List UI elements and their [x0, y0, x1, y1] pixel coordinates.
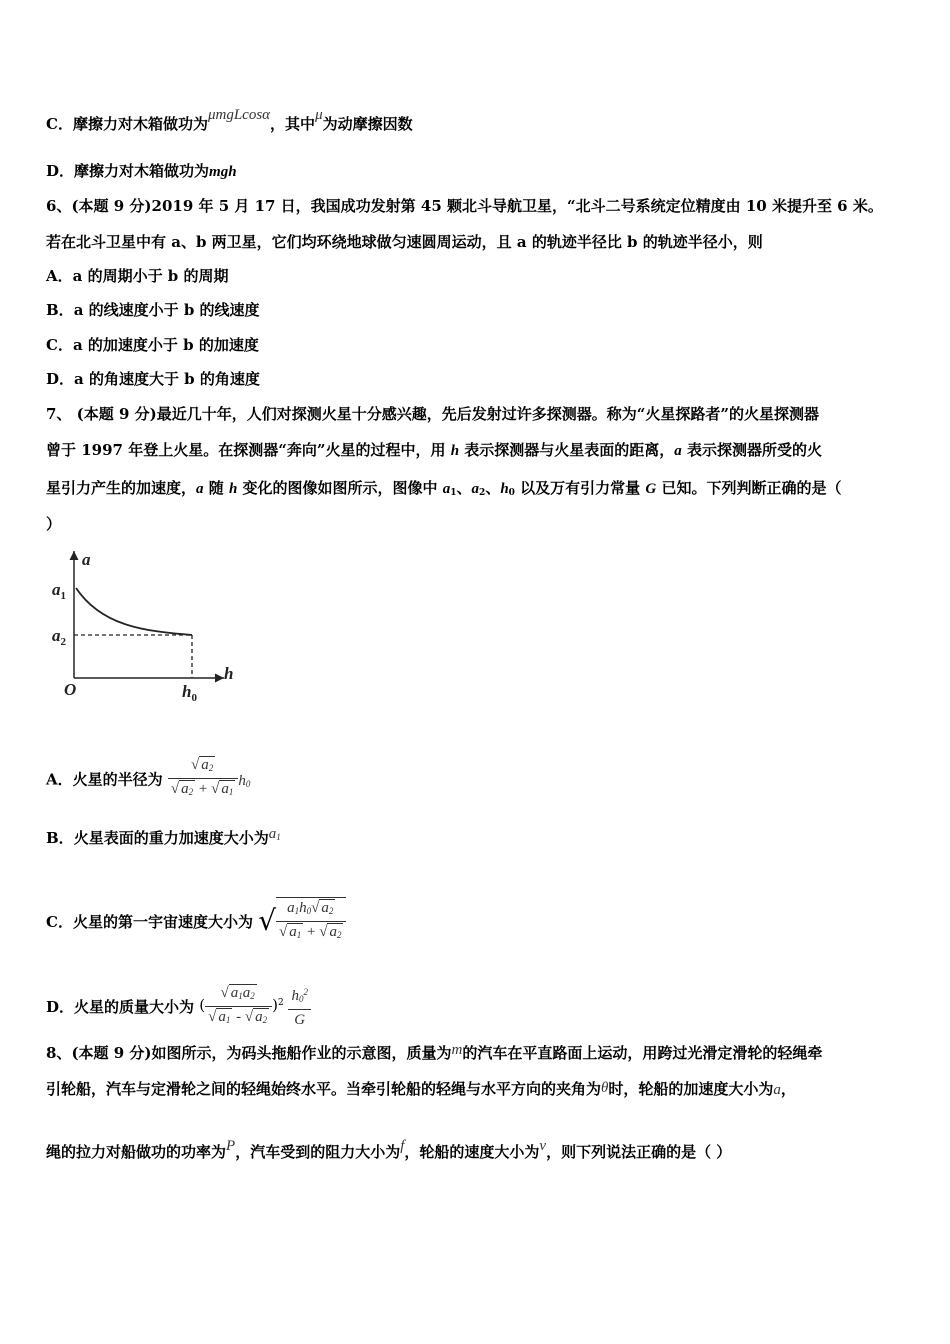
q5-option-d	[46, 161, 237, 182]
option-label: D．	[46, 370, 75, 388]
question-text: 2019 年 5 月 17 日，我国成功发射第 45 颗北斗导航卫星，“北斗二号系统定位精度由 10 米提升至 6 米。	[151, 197, 883, 215]
option-label: B．	[46, 301, 74, 319]
option-label: D．	[46, 162, 75, 180]
q6-option-d	[46, 369, 260, 389]
question-text: 星引力产生的加速度，	[46, 479, 197, 497]
var-theta: θ	[601, 1080, 609, 1096]
question-text: 以及万有引力常量	[514, 479, 646, 497]
option-text: ，其中	[270, 115, 316, 133]
question-text: 的汽车在平直路面上运动，用跨过光滑定滑轮的轻绳牵	[462, 1044, 823, 1062]
question-text: 引轮船，汽车与定滑轮之间的轻绳始终水平。当牵引轮船的轻绳与水平方向的夹角为	[46, 1080, 602, 1098]
option-text: a 的周期小于 b 的周期	[72, 267, 229, 285]
option-text: 火星表面的重力加速度大小为	[73, 829, 269, 847]
question-text: 表示探测器与火星表面的距离，	[459, 441, 675, 459]
mu-symbol: μ	[315, 107, 323, 123]
question-text: 曾于 1997 年登上火星。在探测器“奔向”火星的过程中，用	[46, 441, 451, 459]
var-h0: h	[500, 481, 509, 497]
option-label: A．	[46, 267, 73, 285]
question-text: 表示探测器所受的火	[681, 441, 822, 459]
q6-option-a	[46, 266, 229, 286]
q7-option-d	[46, 984, 311, 1032]
mgh-formula: mgh	[209, 164, 237, 180]
var-h: h	[228, 481, 238, 497]
a2-label: $a_2$	[52, 626, 66, 648]
question-text: ，轮船的速度大小为	[404, 1143, 540, 1161]
q6-option-c	[46, 335, 259, 355]
option-text: a 的角速度大于 b 的角速度	[74, 370, 260, 388]
question-number: 6、	[46, 197, 72, 215]
q8-stem-line3	[46, 1138, 732, 1163]
q7-stem-line4	[46, 514, 61, 534]
question-text: ，则下列说法正确的是（ ）	[546, 1143, 732, 1161]
q5-option-c	[46, 107, 413, 135]
option-label: A．	[46, 770, 73, 789]
q7-stem-line2	[46, 440, 822, 461]
question-text: 时，轮船的加速度大小为	[608, 1080, 774, 1098]
var-P: P	[226, 1138, 236, 1154]
q6-option-b	[46, 300, 260, 320]
origin-label: O	[64, 680, 77, 699]
q7-option-a: A．火星的半径为 $\frac{√ a_2}{√ a_2 + √ a_1}$ $h_0$	[46, 757, 250, 804]
option-text: 火星的第一宇宙速度大小为	[72, 913, 253, 931]
var-h: h	[450, 443, 460, 459]
question-header: (本题 9 分)	[71, 1044, 152, 1062]
option-text: a 的加速度小于 b 的加速度	[72, 336, 259, 354]
question-number: 8、	[46, 1044, 72, 1062]
question-text: ）	[46, 515, 62, 533]
question-text: 若在北斗卫星中有 a、b 两卫星，它们均环绕地球做匀速圆周运动，且 a 的轨迹半径比 b 的轨迹半径小，则	[46, 233, 763, 251]
option-label: C．	[46, 336, 73, 354]
question-text: 变化的图像如图所示，图像中	[237, 479, 443, 497]
question-text: ，	[780, 1080, 796, 1098]
question-text: 最近几十年，人们对探测火星十分感兴趣，先后发射过许多探测器。称为“火星探路者”的火星探测器	[156, 405, 820, 423]
option-label: C．	[46, 913, 73, 931]
var-a: a	[674, 443, 682, 459]
option-label: B．	[46, 829, 74, 847]
question-text: 随	[203, 479, 229, 497]
option-label: D．	[46, 998, 75, 1016]
radius-formula: $\frac{√ a_2}{√ a_2 + √ a_1}$	[168, 755, 238, 802]
acceleration-curve	[76, 588, 192, 635]
question-text: 已知。下列判断正确的是（	[656, 479, 842, 497]
question-header: (本题 9 分)	[71, 197, 152, 215]
separator: 、	[485, 479, 501, 497]
option-label: C．	[46, 115, 73, 133]
option-text: 为动摩擦因数	[322, 115, 413, 133]
acceleration-height-graph	[46, 545, 246, 705]
question-header: (本题 9 分)	[71, 405, 157, 423]
option-text: a 的线速度小于 b 的线速度	[73, 301, 260, 319]
gravity-formula: $a_1$	[268, 826, 281, 842]
q7-option-c	[46, 899, 346, 947]
question-text: ，汽车受到的阻力大小为	[235, 1143, 401, 1161]
option-text: 火星的质量大小为	[74, 998, 195, 1016]
friction-work-formula: μmgLcosα	[207, 107, 271, 123]
var-m: m	[451, 1042, 463, 1058]
q8-stem-line2	[46, 1079, 796, 1100]
option-text: 摩擦力对木箱做功为	[74, 162, 210, 180]
q7-option-b	[46, 828, 281, 852]
question-text: 绳的拉力对船做功的功率为	[46, 1143, 227, 1161]
var-a: a	[773, 1082, 781, 1098]
subscript: 0	[508, 488, 515, 498]
var-a2: a	[471, 481, 480, 497]
q8-stem-line1	[46, 1043, 822, 1064]
subscript: 2	[479, 488, 486, 498]
y-axis-label: a	[82, 550, 91, 569]
question-text: 如图所示，为码头拖船作业的示意图，质量为	[151, 1044, 452, 1062]
option-text: 摩擦力对木箱做功为	[72, 115, 208, 133]
var-a1: a	[442, 481, 451, 497]
question-number: 7、	[46, 405, 72, 423]
subscript: 1	[450, 488, 457, 498]
q6-stem-line1	[46, 196, 883, 216]
h0-label: $h_0$	[182, 682, 197, 704]
x-axis-label: h	[224, 664, 234, 683]
q7-stem-line3	[46, 478, 841, 503]
velocity-formula: √ $\frac{a_1h_0√ a_2}{√ a_1 + √ a_2}$	[258, 897, 346, 945]
q6-stem-line2	[46, 232, 763, 252]
q7-stem-line1	[46, 404, 819, 424]
mass-formula: ( $\frac{√ a_1a_2}{√ a_1 - √ a_2}$ )$^2$ $\frac{h_0^2}{G}$	[199, 982, 311, 1030]
var-f: f	[400, 1138, 405, 1154]
a1-label: $a_1$	[52, 580, 66, 602]
option-text: 火星的半径为	[72, 770, 163, 789]
var-v: v	[539, 1138, 547, 1154]
separator: 、	[456, 479, 472, 497]
var-G: G	[645, 481, 657, 497]
var-a: a	[196, 481, 204, 497]
